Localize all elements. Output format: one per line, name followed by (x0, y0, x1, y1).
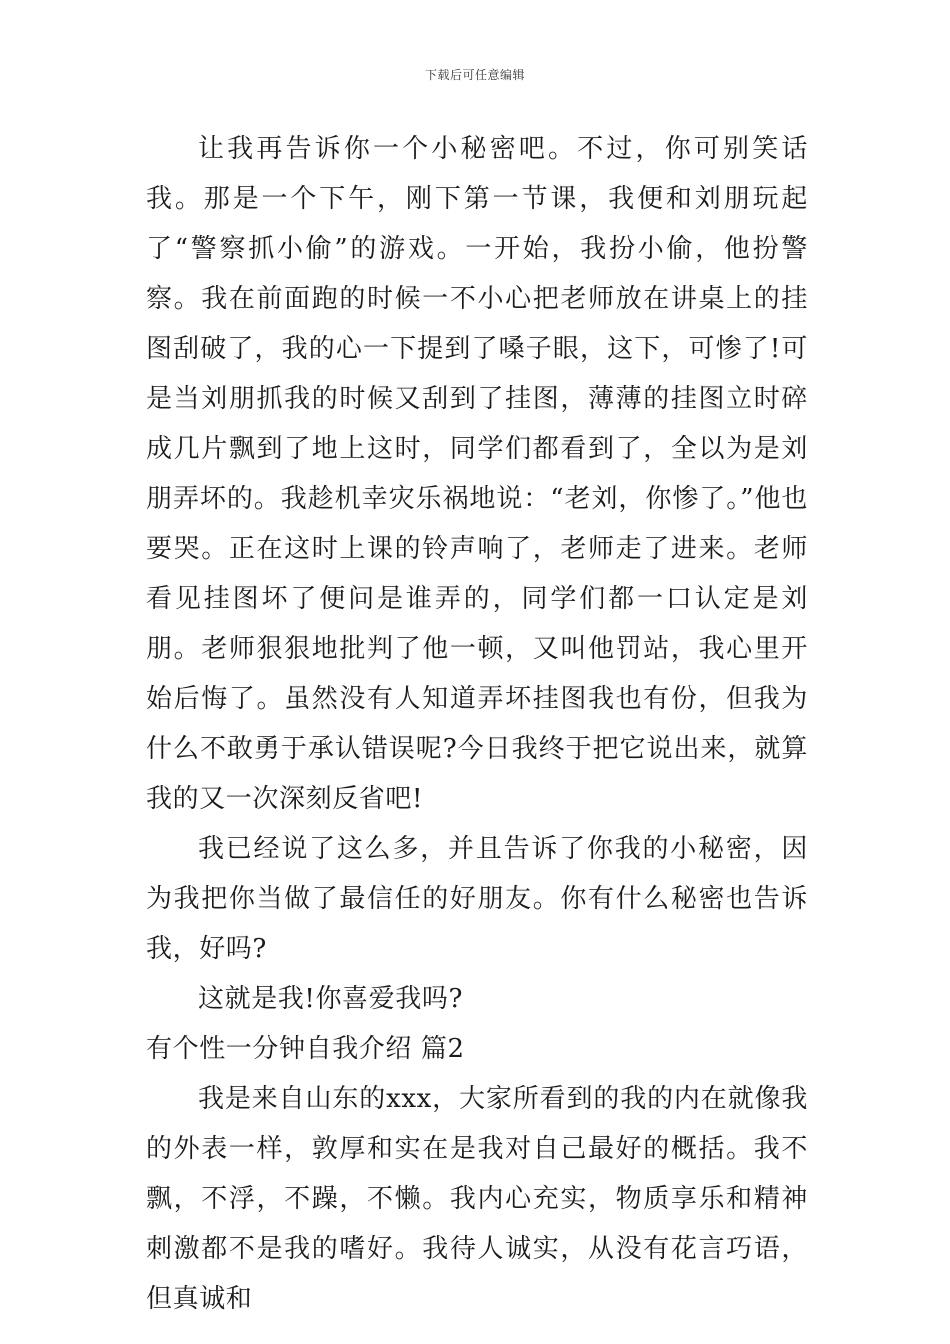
body-paragraph: 我是来自山东的xxx，大家所看到的我的内在就像我的外表一样，敦厚和实在是我对自己最好的概括。我不飘，不浮，不躁，不懒。我内心充实，物质享乐和精神刺激都不是我的嗜好。我待人诚实，从没有花言巧语，但真诚和 (146, 1084, 808, 1314)
page-header: 下载后可任意编辑 (424, 68, 525, 82)
body-paragraph: 这就是我!你喜爱我吗? (198, 984, 463, 1014)
body-paragraph: 让我再告诉你一个小秘密吧。不过，你可别笑话我。那是一个下午，刚下第一节课，我便和刘朋玩起了“警察抓小偷”的游戏。一开始，我扮小偷，他扮警察。我在前面跑的时候一不小心把老师放在讲桌上的挂图刮破了，我的心一下提到了嗓子眼，这下，可惨了!可是当刘朋抓我的时候又刮到了挂图，薄薄的挂图立时碎成几片飘到了地上这时，同学们都看到了，全以为是刘朋弄坏的。我趁机幸灾乐祸地说：“老刘，你惨了。”他也要哭。正在这时上课的铃声响了，老师走了进来。老师看见挂图坏了便问是谁弄的，同学们都一口认定是刘朋。老师狠狠地批判了他一顿，又叫他罚站，我心里开始后悔了。虽然没有人知道弄坏挂图我也有份，但我为什么不敢勇于承认错误呢?今日我终于把它说出来，就算我的又一次深刻反省吧! (146, 134, 808, 814)
body-paragraph: 我已经说了这么多，并且告诉了你我的小秘密，因为我把你当做了最信任的好朋友。你有什么秘密也告诉我，好吗? (146, 834, 808, 964)
section-heading: 有个性一分钟自我介绍 篇2 (146, 1034, 465, 1064)
document-body (146, 124, 808, 1324)
